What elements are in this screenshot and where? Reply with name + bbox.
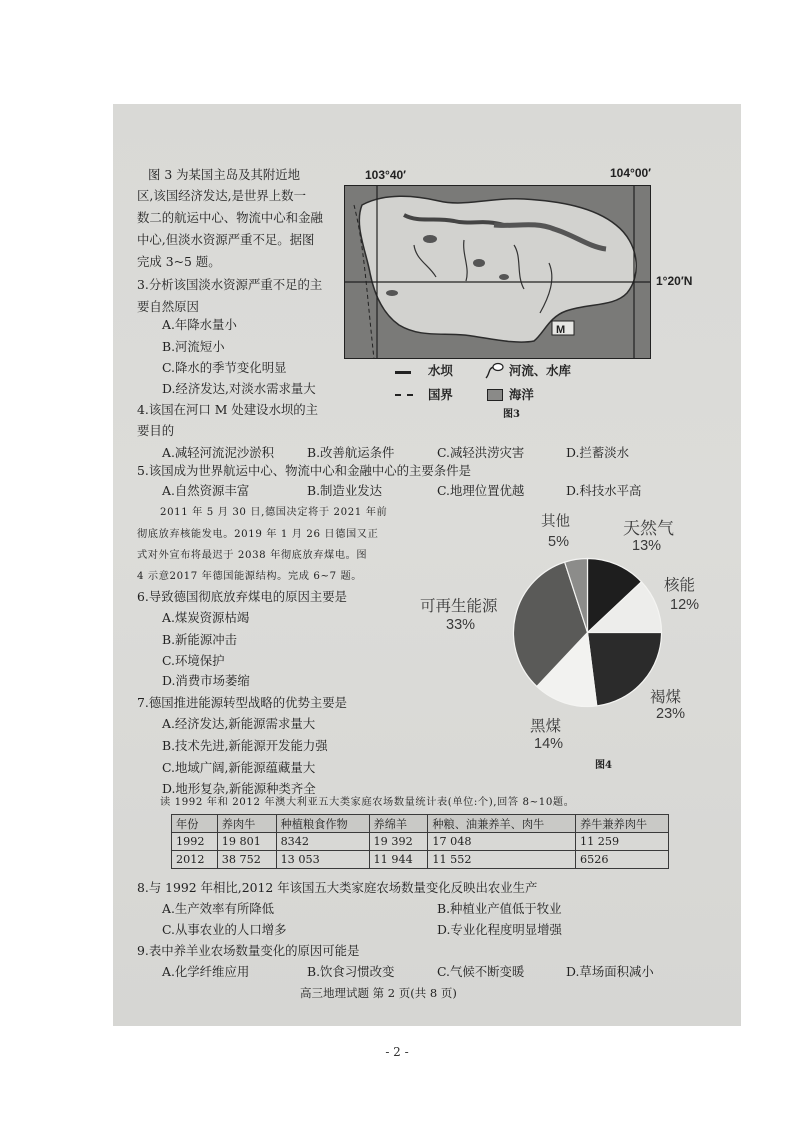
table-header-cell: 养牛兼养肉牛 — [575, 815, 668, 833]
question-5-stem: 5.该国成为世界航运中心、物流中心和金融中心的主要条件是 — [137, 463, 471, 478]
table-cell: 2012 — [172, 851, 218, 869]
legend-ocean: 海洋 — [509, 387, 534, 402]
map-point-m: M — [556, 324, 566, 336]
question-3-option-c: C.降水的季节变化明显 — [162, 360, 287, 375]
pie-label-other: 其他 — [541, 514, 570, 530]
question-7-option-c: C.地域广阔,新能源蕴藏量大 — [162, 760, 316, 775]
intro-line: 完成 3~5 题。 — [137, 254, 221, 269]
pie-label-natural-gas: 天然气 — [623, 519, 674, 538]
question-3-option-d: D.经济发达,对淡水需求量大 — [162, 381, 316, 396]
island-map — [344, 185, 651, 359]
question-8-stem: 8.与 1992 年相比,2012 年该国五大类家庭农场数量变化反映出农业生产 — [137, 880, 538, 895]
intro2-line: 彻底放弃核能发电。2019 年 1 月 26 日德国又正 — [137, 529, 379, 540]
river-legend-icon — [484, 362, 506, 380]
question-3-stem: 要自然原因 — [137, 299, 199, 314]
question-8-option-d: D.专业化程度明显增强 — [437, 922, 562, 937]
pie-percent-nuclear: 12% — [670, 597, 700, 613]
question-5-option-a: A.自然资源丰富 — [162, 483, 250, 498]
question-7-option-b: B.技术先进,新能源开发能力强 — [162, 738, 328, 753]
question-8-option-c: C.从事农业的人口增多 — [162, 922, 287, 937]
pie-caption: 图4 — [595, 760, 612, 771]
question-9-option-c: C.气候不断变暖 — [437, 964, 525, 979]
question-9-stem: 9.表中养羊业农场数量变化的原因可能是 — [137, 943, 360, 958]
question-5-option-d: D.科技水平高 — [566, 483, 642, 498]
intro2-line: 4 示意2017 年德国能源结构。完成 6~7 题。 — [137, 571, 363, 582]
question-6-option-a: A.煤炭资源枯竭 — [162, 610, 250, 625]
intro-line: 图 3 为某国主岛及其附近地 — [148, 167, 301, 182]
question-4-stem: 4.该国在河口 M 处建设水坝的主 — [137, 402, 319, 417]
pie-percent-natural-gas: 13% — [632, 538, 662, 554]
intro-line: 数二的航运中心、物流中心和金融 — [137, 210, 323, 225]
question-4-option-d: D.拦蓄淡水 — [566, 445, 629, 460]
table-cell: 17 048 — [428, 833, 576, 851]
dam-legend-icon — [395, 371, 411, 374]
table-intro: 读 1992 年和 2012 年澳大利亚五大类家庭农场数量统计表(单位:个),回答 8~10题。 — [160, 797, 575, 808]
table-cell: 19 392 — [369, 833, 428, 851]
pie-label-lignite: 褐煤 — [650, 689, 682, 706]
pie-label-nuclear: 核能 — [664, 577, 696, 594]
question-9-option-d: D.草场面积减小 — [566, 964, 654, 979]
pie-percent-lignite: 23% — [656, 706, 686, 722]
table-cell: 11 944 — [369, 851, 428, 869]
question-8-option-b: B.种植业产值低于牧业 — [437, 901, 562, 916]
question-5-option-b: B.制造业发达 — [307, 483, 382, 498]
figure-caption: 图3 — [503, 409, 520, 420]
pie-label-hard-coal: 黑煤 — [530, 718, 562, 735]
page-number: - 2 - — [385, 1045, 409, 1059]
latitude-label: 1°20′N — [656, 274, 693, 288]
table-cell: 1992 — [172, 833, 218, 851]
table-header-cell: 年份 — [172, 815, 218, 833]
legend-dam: 水坝 — [428, 363, 453, 378]
farm-count-table — [171, 814, 669, 869]
question-4-option-b: B.改善航运条件 — [307, 445, 395, 460]
intro-line: 区,该国经济发达,是世界上数一 — [137, 188, 306, 203]
table-row — [172, 851, 669, 869]
question-4-option-a: A.减轻河流泥沙淤积 — [162, 445, 275, 460]
question-5-option-c: C.地理位置优越 — [437, 483, 525, 498]
question-7-stem: 7.德国推进能源转型战略的优势主要是 — [137, 695, 348, 710]
longitude-right: 104°00′ — [610, 166, 652, 180]
table-header-cell: 养肉牛 — [217, 815, 276, 833]
question-4-option-c: C.减轻洪涝灾害 — [437, 445, 525, 460]
question-4-stem: 要目的 — [137, 423, 175, 438]
table-row — [172, 833, 669, 851]
intro2-line: 式对外宣布将最迟于 2038 年彻底放弃煤电。图 — [137, 550, 368, 561]
legend-border: 国界 — [428, 387, 453, 402]
question-3-option-b: B.河流短小 — [162, 339, 225, 354]
question-7-option-a: A.经济发达,新能源需求量大 — [162, 716, 316, 731]
legend-river: 河流、水库 — [509, 363, 571, 378]
table-cell: 11 552 — [428, 851, 576, 869]
intro2-line: 2011 年 5 月 30 日,德国决定将于 2021 年前 — [160, 507, 388, 518]
question-9-option-b: B.饮食习惯改变 — [307, 964, 395, 979]
table-cell: 19 801 — [217, 833, 276, 851]
table-cell: 8342 — [276, 833, 369, 851]
question-9-option-a: A.化学纤维应用 — [162, 964, 250, 979]
table-header-row — [172, 815, 669, 833]
table-cell: 38 752 — [217, 851, 276, 869]
pie-percent-hard-coal: 14% — [534, 736, 564, 752]
energy-structure-pie-chart — [510, 555, 665, 710]
table-cell: 6526 — [575, 851, 668, 869]
table-cell: 11 259 — [575, 833, 668, 851]
pie-percent-other: 5% — [548, 534, 569, 550]
pie-label-renewables: 可再生能源 — [420, 598, 498, 615]
question-3-option-a: A.年降水量小 — [162, 317, 237, 332]
question-6-option-d: D.消费市场萎缩 — [162, 673, 250, 688]
question-7-option-d: D.地形复杂,新能源种类齐全 — [162, 781, 316, 796]
table-header-cell: 种粮、油兼养羊、肉牛 — [428, 815, 576, 833]
question-6-option-b: B.新能源冲击 — [162, 632, 237, 647]
table-header-cell: 养绵羊 — [369, 815, 428, 833]
question-3-stem: 3.分析该国淡水资源严重不足的主 — [137, 277, 323, 292]
border-legend-icon — [395, 394, 413, 396]
question-8-option-a: A.生产效率有所降低 — [162, 901, 275, 916]
ocean-legend-icon — [487, 389, 503, 401]
table-cell: 13 053 — [276, 851, 369, 869]
longitude-left: 103°40′ — [365, 168, 407, 182]
exam-footer: 高三地理试题 第 2 页(共 8 页) — [300, 986, 457, 1000]
pie-percent-renewables: 33% — [446, 617, 476, 633]
question-6-stem: 6.导致德国彻底放弃煤电的原因主要是 — [137, 589, 348, 604]
question-6-option-c: C.环境保护 — [162, 653, 225, 668]
table-header-cell: 种植粮食作物 — [276, 815, 369, 833]
intro-line: 中心,但淡水资源严重不足。据图 — [137, 232, 315, 247]
